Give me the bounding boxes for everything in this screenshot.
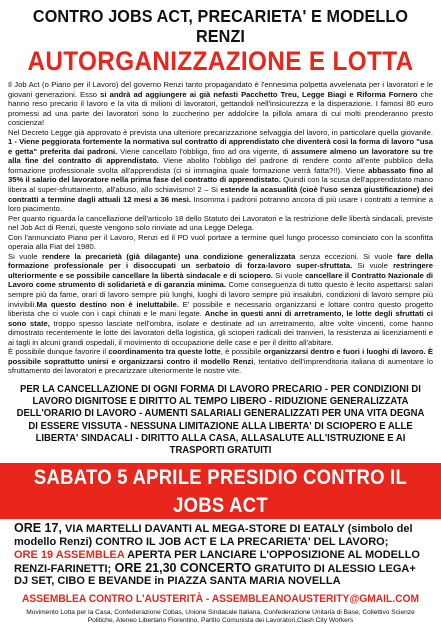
organizer-list: Movimento Lotta per la Casa, Confederazione Cobas, Unione Sindacale Italiana, Confederazione Unitaria di Base, Collettivo Scienze Politiche, Ateneo Libertario Fiorentino, Partito Comunista dei Lavoratori,Clash City Workers [26, 609, 415, 625]
body-text-run: Viene cancellato l'obbligo, fino ad ora vigente, di [117, 146, 292, 156]
emphasis-text: cancellare il Contratto Nazionale di Lavoro come strumento di solidarietà e di garanzia minima. [8, 270, 433, 290]
body-text-run: Come conseguenza di tutto questo è lecito aspettarsi: salari sempre più da fame, orari di lavoro sempre più lunghi, luoghi di lavoro sempre più insalubri, condizioni di lavoro sempre più invivibili. [8, 280, 433, 309]
emphasis-text: abbassato fino al 35% il salario del lavoratore nella prima fase del contratto di apprendistato. [8, 165, 433, 185]
body-text-run: Il Job Act (o Piano per il Lavoro) del governo Renzi tanto propagandato è l'ennesima polpetta avvelenata per i lavoratori e le giovani generazioni. Esso [8, 80, 433, 99]
emphasis-text: estende la acasualità (cioè l'uso senza giustificazione) dei contratti a termine dagli attuali 12 mesi a 36 mesi. [8, 185, 433, 204]
headline-top: CONTRO JOBS ACT, PRECARIETA' E MODELLO RENZI [32, 6, 409, 46]
body-text-run: , tentativo dell'imprenditoria italiana di aumentare lo sfruttamento dei lavoratori e precarizzare ulteriormente le nostre vite. [8, 356, 433, 376]
body-text-run: Si vuole [272, 270, 306, 280]
body-text-run: E' possibile e necessario organizzarsi e lottare contro questo progetto liberista che ci vuole con i capi chinati e le mani legate. [8, 299, 433, 319]
body-text-run: Si vuole [352, 261, 394, 271]
event-description: APERTA PER LANCIARE L'OPPOSIZIONE AL MODELLO RENZI-FARINETTI; [14, 548, 420, 575]
body-text-run: Viene abolito l'obbligo del padrone di rendere conto all'ente pubblico della formazione professionale svolta all'apprendista (ci si immagina quale formazione verrà fatta?!!). Viene [8, 156, 433, 175]
body-text-run: Si vuole [8, 251, 42, 261]
body-text [6, 80, 435, 376]
emphasis-text: organizzarsi dentro e fuori i luoghi di lavoro. È possibile soprattutto unirsi e organizzarsi contro il modello Renzi [8, 347, 433, 366]
paragraph [8, 214, 433, 233]
emphasis-text: restringere ulteriormente e se possibile cancellare la libertà sindacale e di sciopero. [8, 261, 433, 280]
headline-main: AUTORGANIZZAZIONE E LOTTA [27, 46, 414, 76]
body-text-run: , è possibile [220, 347, 264, 357]
event-time: ORE 19 ASSEMBLEA [14, 548, 125, 561]
emphasis-text: rendere la precarietà (già dilagante) una condizione generalizzata [42, 251, 296, 261]
demands-list: PER LA CANCELLAZIONE DI OGNI FORMA DI LAVORO PRECARIO - PER CONDIZIONI DI LAVORO DIGNITOSE E DIRITTO AL TEMPO LIBERO - RIDUZIONE GENERALIZZATA DELL'ORARIO DI LAVORO - AUMENTI SALARIALI GENERALIZZATI PER UNA VITA DEGNA DI ESSERE VISSUTA - NESSUNA LIMITAZIONE ALLA LIBERTA' DI SCIOPERO E ALLE LIBERTA' SINDACALI - DIRITTO ALLA CASA, ALLASALUTE ALL'ISTRUZIONE E AI TRASPORTI GRATUITI [16, 383, 425, 456]
body-text-run: Insomma i padroni potranno ancora di più usare i contratti a termine a loro piacimento. [8, 194, 433, 214]
emphasis-text: Ma questo destino non è ineluttabile. [36, 299, 179, 309]
emphasis-text: assumere almeno un lavoratore su tre alla fine del contratto di apprendistato. [8, 146, 434, 166]
body-text-run: che hanno reso precario il lavoro e la vita di milioni di lavoratori, gettandoli nell'insicurezza e la disperazione. I famosi 80 euro promessi ad una parte dei lavoratori sono lo zuccherino per addolcire la pillola amara di cui molti prenderanno presto coscienza! [8, 89, 433, 128]
body-text-run: Quindi con la scusa dell'apprendistato mano libera al super-sfruttamento, all'abuso, allo schiavismo! 2 – Si [8, 175, 433, 195]
event-banner [0, 463, 441, 519]
body-text-run: Per quanto riguarda la cancellazione dell'articolo 18 dello Statuto dei Lavoratori e la restrizione delle libertà sindacali, previste nel Job Act di Renzi, queste vengono solo rinviate ad una Legge Delega. [8, 213, 433, 233]
event-item [14, 522, 427, 549]
paragraph [8, 80, 433, 128]
emphasis-text: 1 - Viene peggiorata fortemente la normativa sul contratto di apprendistato che diventerà così la forma di lavoro "usa e getta" preferita dai padroni. [8, 137, 433, 156]
body-text-run: È possibile dunque favorire il [8, 347, 109, 357]
event-schedule [6, 519, 435, 588]
body-text-run: senza eccezioni. Si vuole [295, 251, 398, 261]
paragraph [8, 347, 433, 376]
organizer-contact: ASSEMBLEA CONTRO L'AUSTERITÀ - ASSEMBLEANOAUSTERITY@GMAIL.COM [22, 593, 419, 606]
paragraph [8, 252, 433, 347]
emphasis-text: fare della formazione professionale per i disoccupati un serbatoio di forza-lavoro super-sfruttata. [8, 251, 433, 271]
event-description: GRATUITO DI ALESSIO LEGA+ DJ SET, CIBO E BEVANDE in PIAZZA SANTA MARIA NOVELLA [14, 562, 416, 588]
body-text-run: Nel Decreto Legge già approvato è prevista una ulteriore precarizzazione selvaggia del lavoro, in particolare quella giovanile. [8, 127, 433, 137]
emphasis-text: si andrà ad aggiungere ai già nefasti Pacchetto Treu, Legge Biagi e Riforma Fornero [100, 89, 418, 99]
event-banner-text: SABATO 5 APRILE PRESIDIO CONTRO IL JOBS ACT [33, 465, 408, 518]
event-description: VIA MARTELLI DAVANTI AL MEGA-STORE DI EATALY (simbolo del modello Renzi) CONTRO IL JOB ACT E LA PRECARIETA' DEL LAVORO; [14, 523, 413, 548]
event-item [14, 549, 427, 588]
body-text-run: troppo spesso lasciate nell'ombra, isolate e destinate ad un arretramento, altre volte vincenti, come hanno dimostrato recentemente le lotte dei lavoratori della logistica, gli scioperi radicali dei tranvieri, la resistenza ai licenziamenti e ai tagli in alcuni grandi ospedali, il movimento di occupazione delle case e per il diritto all'abitare. [8, 318, 433, 347]
event-time: ORE 17, [14, 521, 62, 536]
emphasis-text: coordinamento tra queste lotte [108, 347, 221, 357]
body-text-run: Con l'annunciato Piano per il Lavoro, Renzi ed il PD vuol portare a termine quel lungo processo cominciato con la sconfitta operaia alla Fiat del 1980. [8, 232, 433, 252]
paragraph [8, 128, 433, 214]
emphasis-text: Anche in questi anni di arretramento, le lotte degli sfruttati ci sono state, [8, 309, 433, 328]
event-time: ORE 21,30 CONCERTO [111, 560, 252, 575]
paragraph [8, 233, 433, 252]
